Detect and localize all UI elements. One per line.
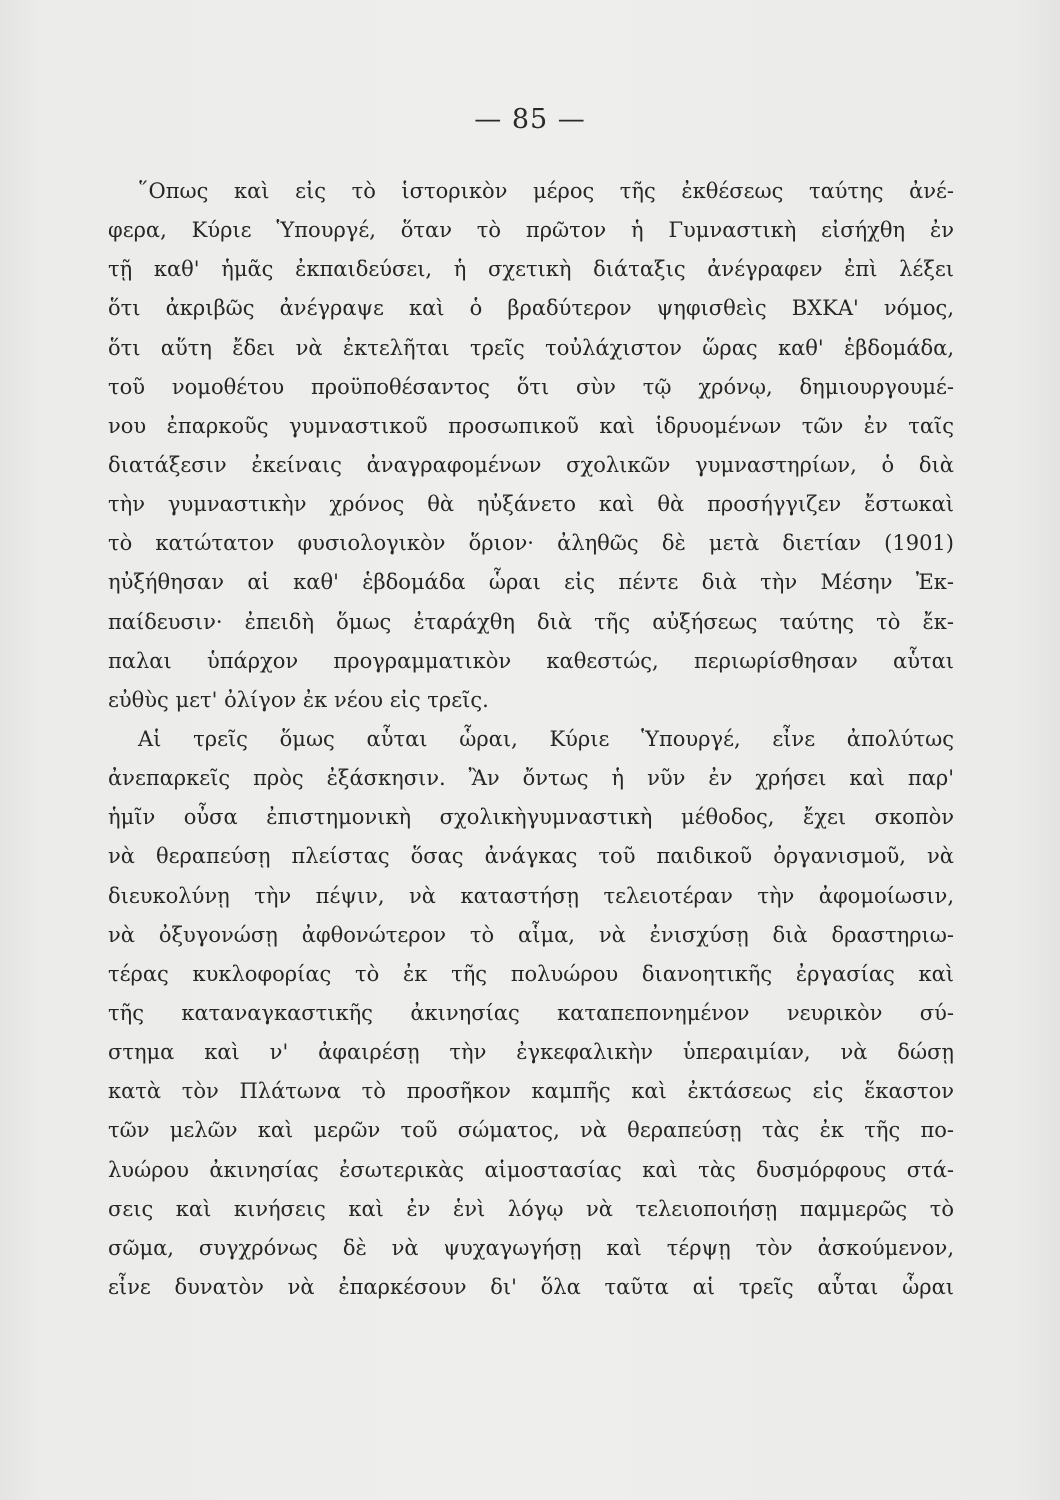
text-line: σεις καὶ κινήσεις καὶ ἐν ἑνὶ λόγῳ νὰ τελειοποιήσῃ παμμερῶς τὸ (108, 1196, 954, 1221)
text-line: νου ἐπαρκοῦς γυμναστικοῦ προσωπικοῦ καὶ ἱδρυομένων τῶν ἐν ταῖς (108, 413, 954, 438)
text-line: ὅτι αὕτη ἔδει νὰ ἐκτελῆται τρεῖς τοὐλάχιστον ὥρας καθ' ἑβδομάδα, (108, 335, 954, 360)
text-line: τοῦ νομοθέτου προϋποθέσαντος ὅτι σὺν τῷ χρόνῳ, δημιουργουμέ- (108, 374, 954, 399)
text-line: εὐθὺς μετ' ὀλίγον ἐκ νέου εἰς τρεῖς. (108, 687, 489, 712)
page-number: — 85 — (474, 104, 586, 135)
text-line: σῶμα, συγχρόνως δὲ νὰ ψυχαγωγήσῃ καὶ τέρψῃ τὸν ἀσκούμενον, (108, 1235, 954, 1260)
text-line: στημα καὶ ν' ἀφαιρέσῃ τὴν ἐγκεφαλικὴν ὑπεραιμίαν, νὰ δώσῃ (108, 1040, 954, 1065)
text-line: τῆς καταναγκαστικῆς ἀκινησίας καταπεπονημένον νευρικὸν σύ- (108, 1000, 954, 1025)
text-line: ηὐξήθησαν αἱ καθ' ἑβδομάδα ὧραι εἰς πέντε διὰ τὴν Μέσην Ἐκ- (108, 570, 954, 595)
text-line: τῶν μελῶν καὶ μερῶν τοῦ σώματος, νὰ θεραπεύσῃ τὰς ἐκ τῆς πο- (108, 1118, 954, 1143)
text-line: τὸ κατώτατον φυσιολογικὸν ὅριον· ἀληθῶς δὲ μετὰ διετίαν (1901) (108, 531, 954, 556)
text-line: ἀνεπαρκεῖς πρὸς ἐξάσκησιν. Ἂν ὄντως ἡ νῦν ἐν χρήσει καὶ παρ' (108, 766, 954, 791)
text-line: τὴν γυμναστικὴν χρόνος θὰ ηὐξάνετο καὶ θὰ προσήγγιζεν ἔστωκαὶ (108, 492, 954, 517)
text-line: ὅτι ἀκριβῶς ἀνέγραψε καὶ ὁ βραδύτερον ψηφισθεὶς ΒΧΚΑ' νόμος, (108, 296, 954, 321)
text-line: παλαι ὑπάρχον προγραμματικὸν καθεστώς, περιωρίσθησαν αὗται (108, 648, 954, 673)
text-line: φερα, Κύριε Ὑπουργέ, ὅταν τὸ πρῶτον ἡ Γυμναστικὴ εἰσήχθη ἐν (108, 218, 954, 243)
body-text (108, 172, 954, 1307)
text-line: τῇ καθ' ἡμᾶς ἐκπαιδεύσει, ἡ σχετικὴ διάταξις ἀνέγραφεν ἐπὶ λέξει (108, 257, 954, 282)
text-line: Αἱ τρεῖς ὅμως αὗται ὧραι, Κύριε Ὑπουργέ, εἶνε ἀπολύτως (138, 726, 954, 751)
text-line: τέρας κυκλοφορίας τὸ ἐκ τῆς πολυώρου διανοητικῆς ἐργασίας καὶ (108, 961, 954, 986)
text-line: διευκολύνῃ τὴν πέψιν, νὰ καταστήσῃ τελειοτέραν τὴν ἀφομοίωσιν, (108, 883, 954, 908)
text-line: εἶνε δυνατὸν νὰ ἐπαρκέσουν δι' ὅλα ταῦτα αἱ τρεῖς αὗται ὧραι (108, 1274, 954, 1299)
text-line: κατὰ τὸν Πλάτωνα τὸ προσῆκον καμπῆς καὶ ἐκτάσεως εἰς ἕκαστον (108, 1079, 954, 1104)
text-line: διατάξεσιν ἐκείναις ἀναγραφομένων σχολικῶν γυμναστηρίων, ὁ διὰ (108, 452, 954, 477)
text-line: λυώρου ἀκινησίας ἐσωτερικὰς αἱμοστασίας καὶ τὰς δυσμόρφους στά- (108, 1157, 954, 1182)
text-line: νὰ θεραπεύσῃ πλείστας ὅσας ἀνάγκας τοῦ παιδικοῦ ὀργανισμοῦ, νὰ (108, 844, 954, 869)
text-line: παίδευσιν· ἐπειδὴ ὅμως ἐταράχθη διὰ τῆς αὐξήσεως ταύτης τὸ ἔκ- (108, 609, 954, 634)
text-line: νὰ ὀξυγονώσῃ ἀφθονώτερον τὸ αἷμα, νὰ ἐνισχύσῃ διὰ δραστηριω- (108, 922, 954, 947)
text-line: ῞Οπως καὶ εἰς τὸ ἱστορικὸν μέρος τῆς ἐκθέσεως ταύτης ἀνέ- (138, 179, 954, 203)
text-line: ἡμῖν οὖσα ἐπιστημονικὴ σχολικὴγυμναστικὴ μέθοδος, ἔχει σκοπὸν (108, 805, 954, 830)
